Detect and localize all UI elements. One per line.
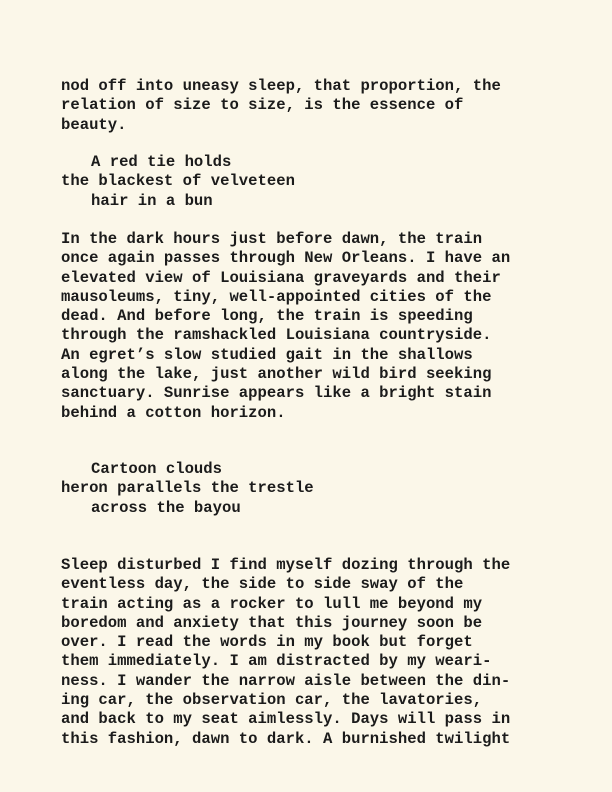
text-line: ing car, the observation car, the lavatories, — [61, 691, 483, 710]
haiku-line: A red tie holds — [91, 153, 232, 171]
text-line: them immediately. I am distracted by my weari- — [61, 652, 492, 671]
paragraph-new-orleans — [61, 230, 510, 423]
text-line: and back to my seat aimlessly. Days will pass in — [61, 710, 511, 729]
haiku-line: Cartoon clouds — [91, 460, 223, 478]
haiku-line: heron parallels the trestle — [61, 479, 314, 498]
text-line: ness. I wander the narrow aisle between the din- — [61, 671, 511, 690]
haiku-line: the blackest of velveteen — [61, 172, 295, 191]
text-line: Sleep disturbed I find myself dozing through the — [61, 556, 511, 574]
text-line: over. I read the words in my book but forget — [61, 633, 473, 652]
haiku-red-tie — [61, 153, 295, 211]
text-line: dead. And before long, the train is speeding — [61, 307, 473, 326]
text-line: train acting as a rocker to lull me beyond my — [61, 594, 483, 613]
haiku-line: hair in a bun — [91, 191, 213, 210]
haiku-line: across the bayou — [91, 498, 241, 517]
text-line: mausoleums, tiny, well-appointed cities of the — [61, 287, 492, 306]
haiku-cartoon-clouds — [61, 460, 314, 518]
text-line: this fashion, dawn to dark. A burnished twilight — [61, 729, 511, 748]
text-line: along the lake, just another wild bird seeking — [61, 365, 492, 384]
text-line: behind a cotton horizon. — [61, 403, 286, 422]
paragraph-sleep-proportion — [61, 77, 501, 135]
text-line: In the dark hours just before dawn, the train — [61, 230, 483, 248]
text-line: sanctuary. Sunrise appears like a bright stain — [61, 384, 492, 403]
text-line: beauty. — [61, 115, 127, 134]
paragraph-sleep-disturbed — [61, 556, 510, 749]
text-line: elevated view of Louisiana graveyards and their — [61, 268, 501, 287]
text-line: boredom and anxiety that this journey soon be — [61, 613, 483, 632]
text-line: eventless day, the side to side sway of the — [61, 575, 464, 594]
text-line: nod off into uneasy sleep, that proportion, the — [61, 77, 501, 95]
text-line: once again passes through New Orleans. I have an — [61, 249, 511, 268]
text-line: An egret’s slow studied gait in the shallows — [61, 345, 473, 364]
text-line: relation of size to size, is the essence of — [61, 96, 464, 115]
text-line: through the ramshackled Louisiana countryside. — [61, 326, 492, 345]
